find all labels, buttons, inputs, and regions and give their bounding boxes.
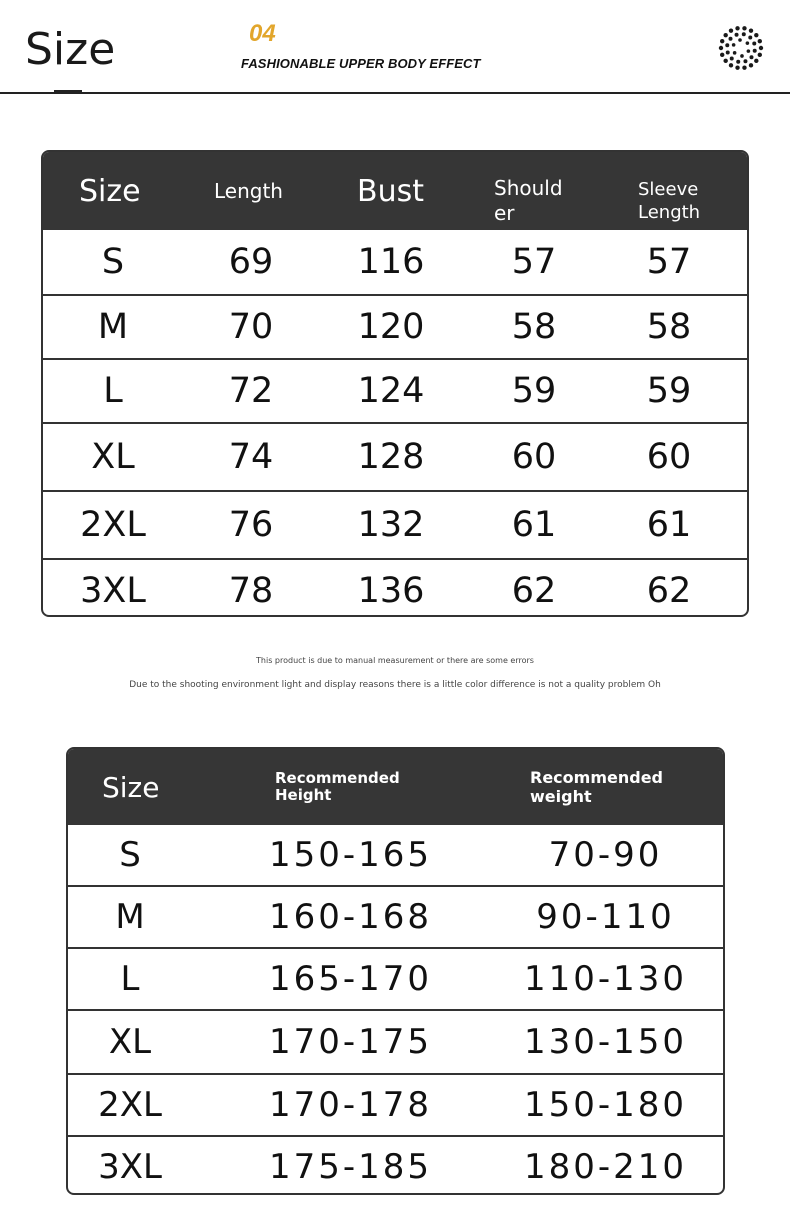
- table-cell: 128: [357, 437, 425, 477]
- table-cell: 170-178: [268, 1085, 433, 1125]
- table-row: [68, 885, 723, 947]
- header-length: Length: [214, 179, 283, 203]
- table-cell: 2XL: [98, 1085, 162, 1125]
- table-cell: 70-90: [548, 835, 663, 875]
- table-cell: 116: [357, 242, 425, 282]
- header-sleeve-length: Sleeve Length: [638, 179, 701, 223]
- table-cell: 57: [646, 242, 692, 282]
- table-cell: XL: [91, 437, 135, 477]
- header-size: Size: [102, 770, 160, 804]
- table-cell: S: [101, 242, 125, 282]
- header-recommended-weight: Recommended weight: [530, 768, 663, 806]
- table-cell: 120: [357, 307, 425, 347]
- recommendation-table: [66, 747, 725, 1195]
- measurement-note: This product is due to manual measurement or there are some errors: [256, 656, 534, 665]
- table-row: [43, 230, 747, 294]
- table-cell: 60: [646, 437, 692, 477]
- table-row: [43, 294, 747, 358]
- table-cell: 130-150: [523, 1022, 688, 1062]
- table-cell: 90-110: [536, 897, 675, 937]
- table-cell: 62: [646, 571, 692, 611]
- table-cell: 70: [228, 307, 274, 347]
- table-cell: 58: [646, 307, 692, 347]
- table-cell: 2XL: [80, 505, 146, 545]
- table-header: [43, 152, 747, 230]
- table-cell: 132: [357, 505, 425, 545]
- table-row: [43, 422, 747, 490]
- table-cell: 61: [646, 505, 692, 545]
- section-number: 04: [249, 20, 276, 47]
- table-body: [68, 825, 723, 1195]
- table-cell: M: [115, 897, 145, 937]
- table-cell: 76: [228, 505, 274, 545]
- table-cell: 3XL: [98, 1147, 162, 1187]
- table-cell: 180-210: [523, 1147, 688, 1187]
- table-cell: 61: [511, 505, 557, 545]
- table-cell: 60: [511, 437, 557, 477]
- table-cell: XL: [108, 1022, 152, 1062]
- table-row: [43, 490, 747, 558]
- header-divider: [0, 92, 790, 94]
- table-cell: 62: [511, 571, 557, 611]
- table-body: [43, 230, 747, 617]
- table-row: [68, 1135, 723, 1195]
- table-cell: 124: [357, 371, 425, 411]
- table-row: [68, 1073, 723, 1135]
- table-row: [68, 947, 723, 1009]
- table-cell: 150-165: [268, 835, 433, 875]
- size-measurement-table: [41, 150, 749, 617]
- table-row: [68, 825, 723, 885]
- table-cell: 170-175: [268, 1022, 433, 1062]
- table-cell: S: [119, 835, 141, 875]
- table-cell: 72: [228, 371, 274, 411]
- header-bust: Bust: [357, 173, 424, 209]
- table-cell: M: [97, 307, 129, 347]
- table-cell: 175-185: [268, 1147, 433, 1187]
- table-cell: L: [103, 371, 123, 411]
- header-recommended-height: Recommended Height: [275, 769, 400, 804]
- table-cell: 136: [357, 571, 425, 611]
- table-cell: 78: [228, 571, 274, 611]
- dotted-circle-logo-icon: [718, 25, 764, 71]
- table-cell: 58: [511, 307, 557, 347]
- table-header: [68, 749, 723, 825]
- section-subtitle: FASHIONABLE UPPER BODY EFFECT: [241, 56, 481, 71]
- table-cell: 3XL: [80, 571, 146, 611]
- table-row: [68, 1009, 723, 1073]
- table-cell: 69: [228, 242, 274, 282]
- color-note: Due to the shooting environment light and display reasons there is a little color difference is not a quality problem Oh: [129, 680, 661, 690]
- table-cell: L: [120, 959, 140, 999]
- header-size: Size: [79, 173, 141, 209]
- page-title: Size: [25, 24, 116, 75]
- table-cell: 74: [228, 437, 274, 477]
- table-cell: 59: [646, 371, 692, 411]
- table-cell: 110-130: [523, 959, 688, 999]
- header-shoulder: Should er: [494, 176, 563, 225]
- table-cell: 57: [511, 242, 557, 282]
- table-cell: 165-170: [268, 959, 433, 999]
- table-cell: 160-168: [268, 897, 433, 937]
- table-cell: 150-180: [523, 1085, 688, 1125]
- table-cell: 59: [511, 371, 557, 411]
- table-row: [43, 558, 747, 617]
- table-row: [43, 358, 747, 422]
